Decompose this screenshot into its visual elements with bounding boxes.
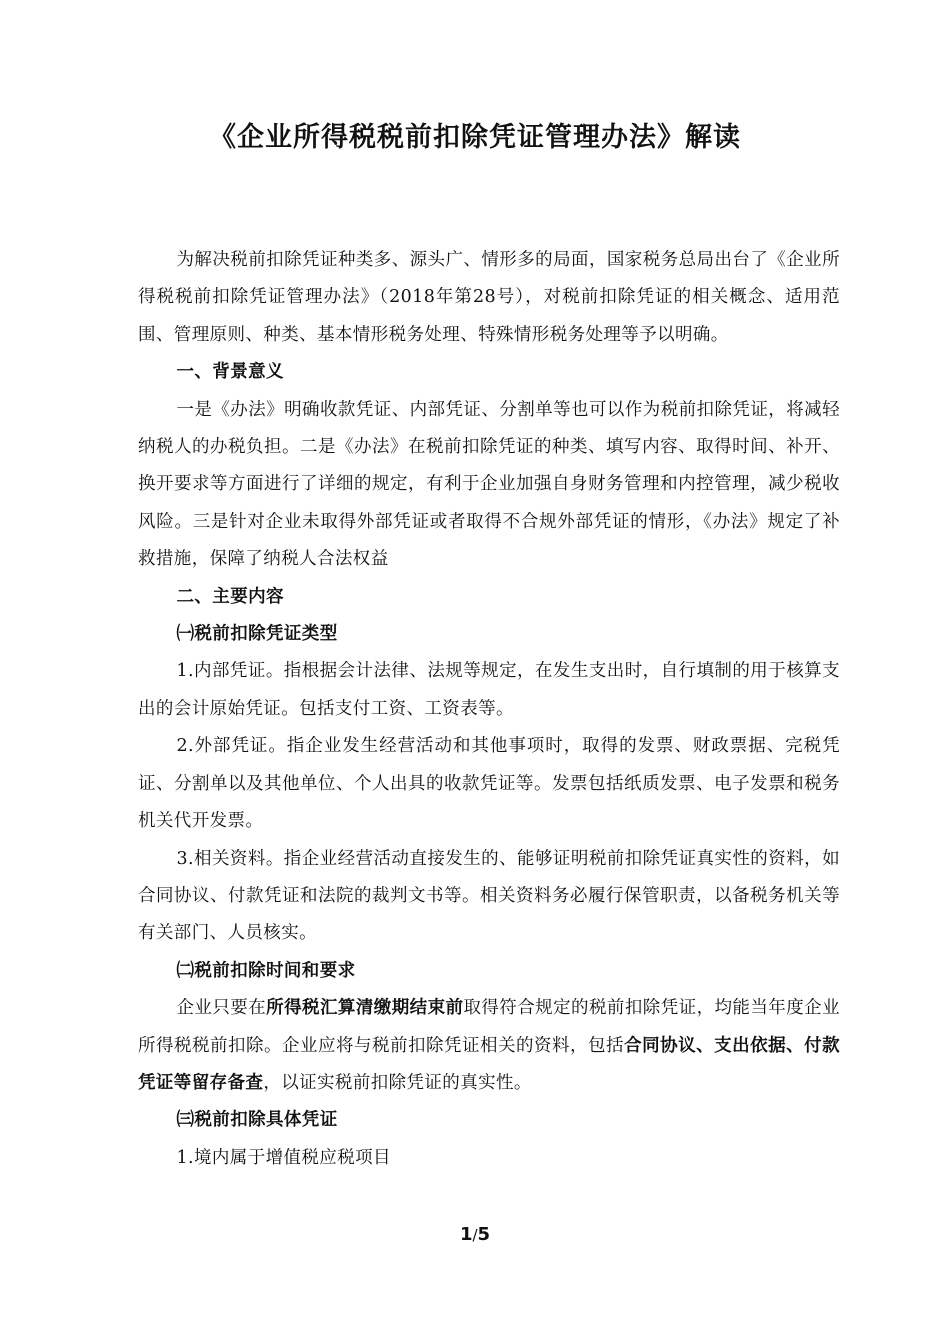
domestic-vat-item-paragraph: 1.境内属于增值税应税项目: [176, 1147, 391, 1168]
related-materials-paragraph: 3.相关资料。指企业经营活动直接发生的、能够证明税前扣除凭证真实性的资料，如合同协议、付款凭证和法院的裁判文书等。相关资料务必履行保管职责，以备税务机关等有关部门、人员核实。: [138, 848, 840, 944]
external-voucher-paragraph: 2.外部凭证。指企业发生经营活动和其他事项时，取得的发票、财政票据、完税凭证、分割单以及其他单位、个人出具的收款凭证等。发票包括纸质发票、电子发票和税务机关代开发票。: [138, 736, 840, 832]
current-page: 1: [459, 1224, 473, 1245]
total-pages: 5: [477, 1224, 491, 1245]
text-segment: 取得符合规定的税前扣除凭证，均能当年度企业所得税税前扣除。企业应将与税前扣除凭证相关的资料，包括: [138, 998, 840, 1056]
section-heading-background: 一、背景意义: [176, 362, 284, 383]
intro-paragraph: 为解决税前扣除凭证种类多、源头广、情形多的局面，国家税务总局出台了《企业所得税税前扣除凭证管理办法》（2018年第28号），对税前扣除凭证的相关概念、适用范围、管理原则、种类、基本情形税务处理、特殊情形税务处理等予以明确。: [138, 250, 840, 345]
text-segment: ，以证实税前扣除凭证的真实性。: [263, 1072, 532, 1093]
background-paragraph: 一是《办法》明确收款凭证、内部凭证、分割单等也可以作为税前扣除凭证，将减轻纳税人的办税负担。二是《办法》在税前扣除凭证的种类、填写内容、取得时间、补开、换开要求等方面进行了详细的规定，有利于企业加强自身财务管理和内控管理，减少税收风险。三是针对企业未取得外部凭证或者取得不合规外部凭证的情形，《办法》规定了补救措施，保障了纳税人合法权益: [138, 399, 840, 570]
page-separator: /: [472, 1226, 478, 1244]
text-segment: 企业只要在: [176, 998, 267, 1019]
bold-text-segment: 合同协议、支出依据、付款凭证等留存备查: [138, 1035, 840, 1093]
document-title: 《企业所得税税前扣除凭证管理办法》解读: [209, 122, 741, 153]
bold-text-segment: 所得税汇算清缴期结束前: [266, 998, 464, 1019]
section-heading-main-content: 二、主要内容: [176, 586, 284, 607]
internal-voucher-paragraph: 1.内部凭证。指根据会计法律、法规等规定，在发生支出时，自行填制的用于核算支出的会计原始凭证。包括支付工资、工资表等。: [138, 661, 840, 719]
subsection-heading-specific-vouchers: ㈢税前扣除具体凭证: [176, 1110, 338, 1131]
subsection-heading-deduction-time: ㈡税前扣除时间和要求: [176, 960, 356, 981]
deduction-time-paragraph: [138, 990, 840, 1102]
page-number: [0, 1224, 950, 1245]
subsection-heading-voucher-types: ㈠税前扣除凭证类型: [176, 624, 338, 645]
document-body: [138, 242, 840, 1177]
